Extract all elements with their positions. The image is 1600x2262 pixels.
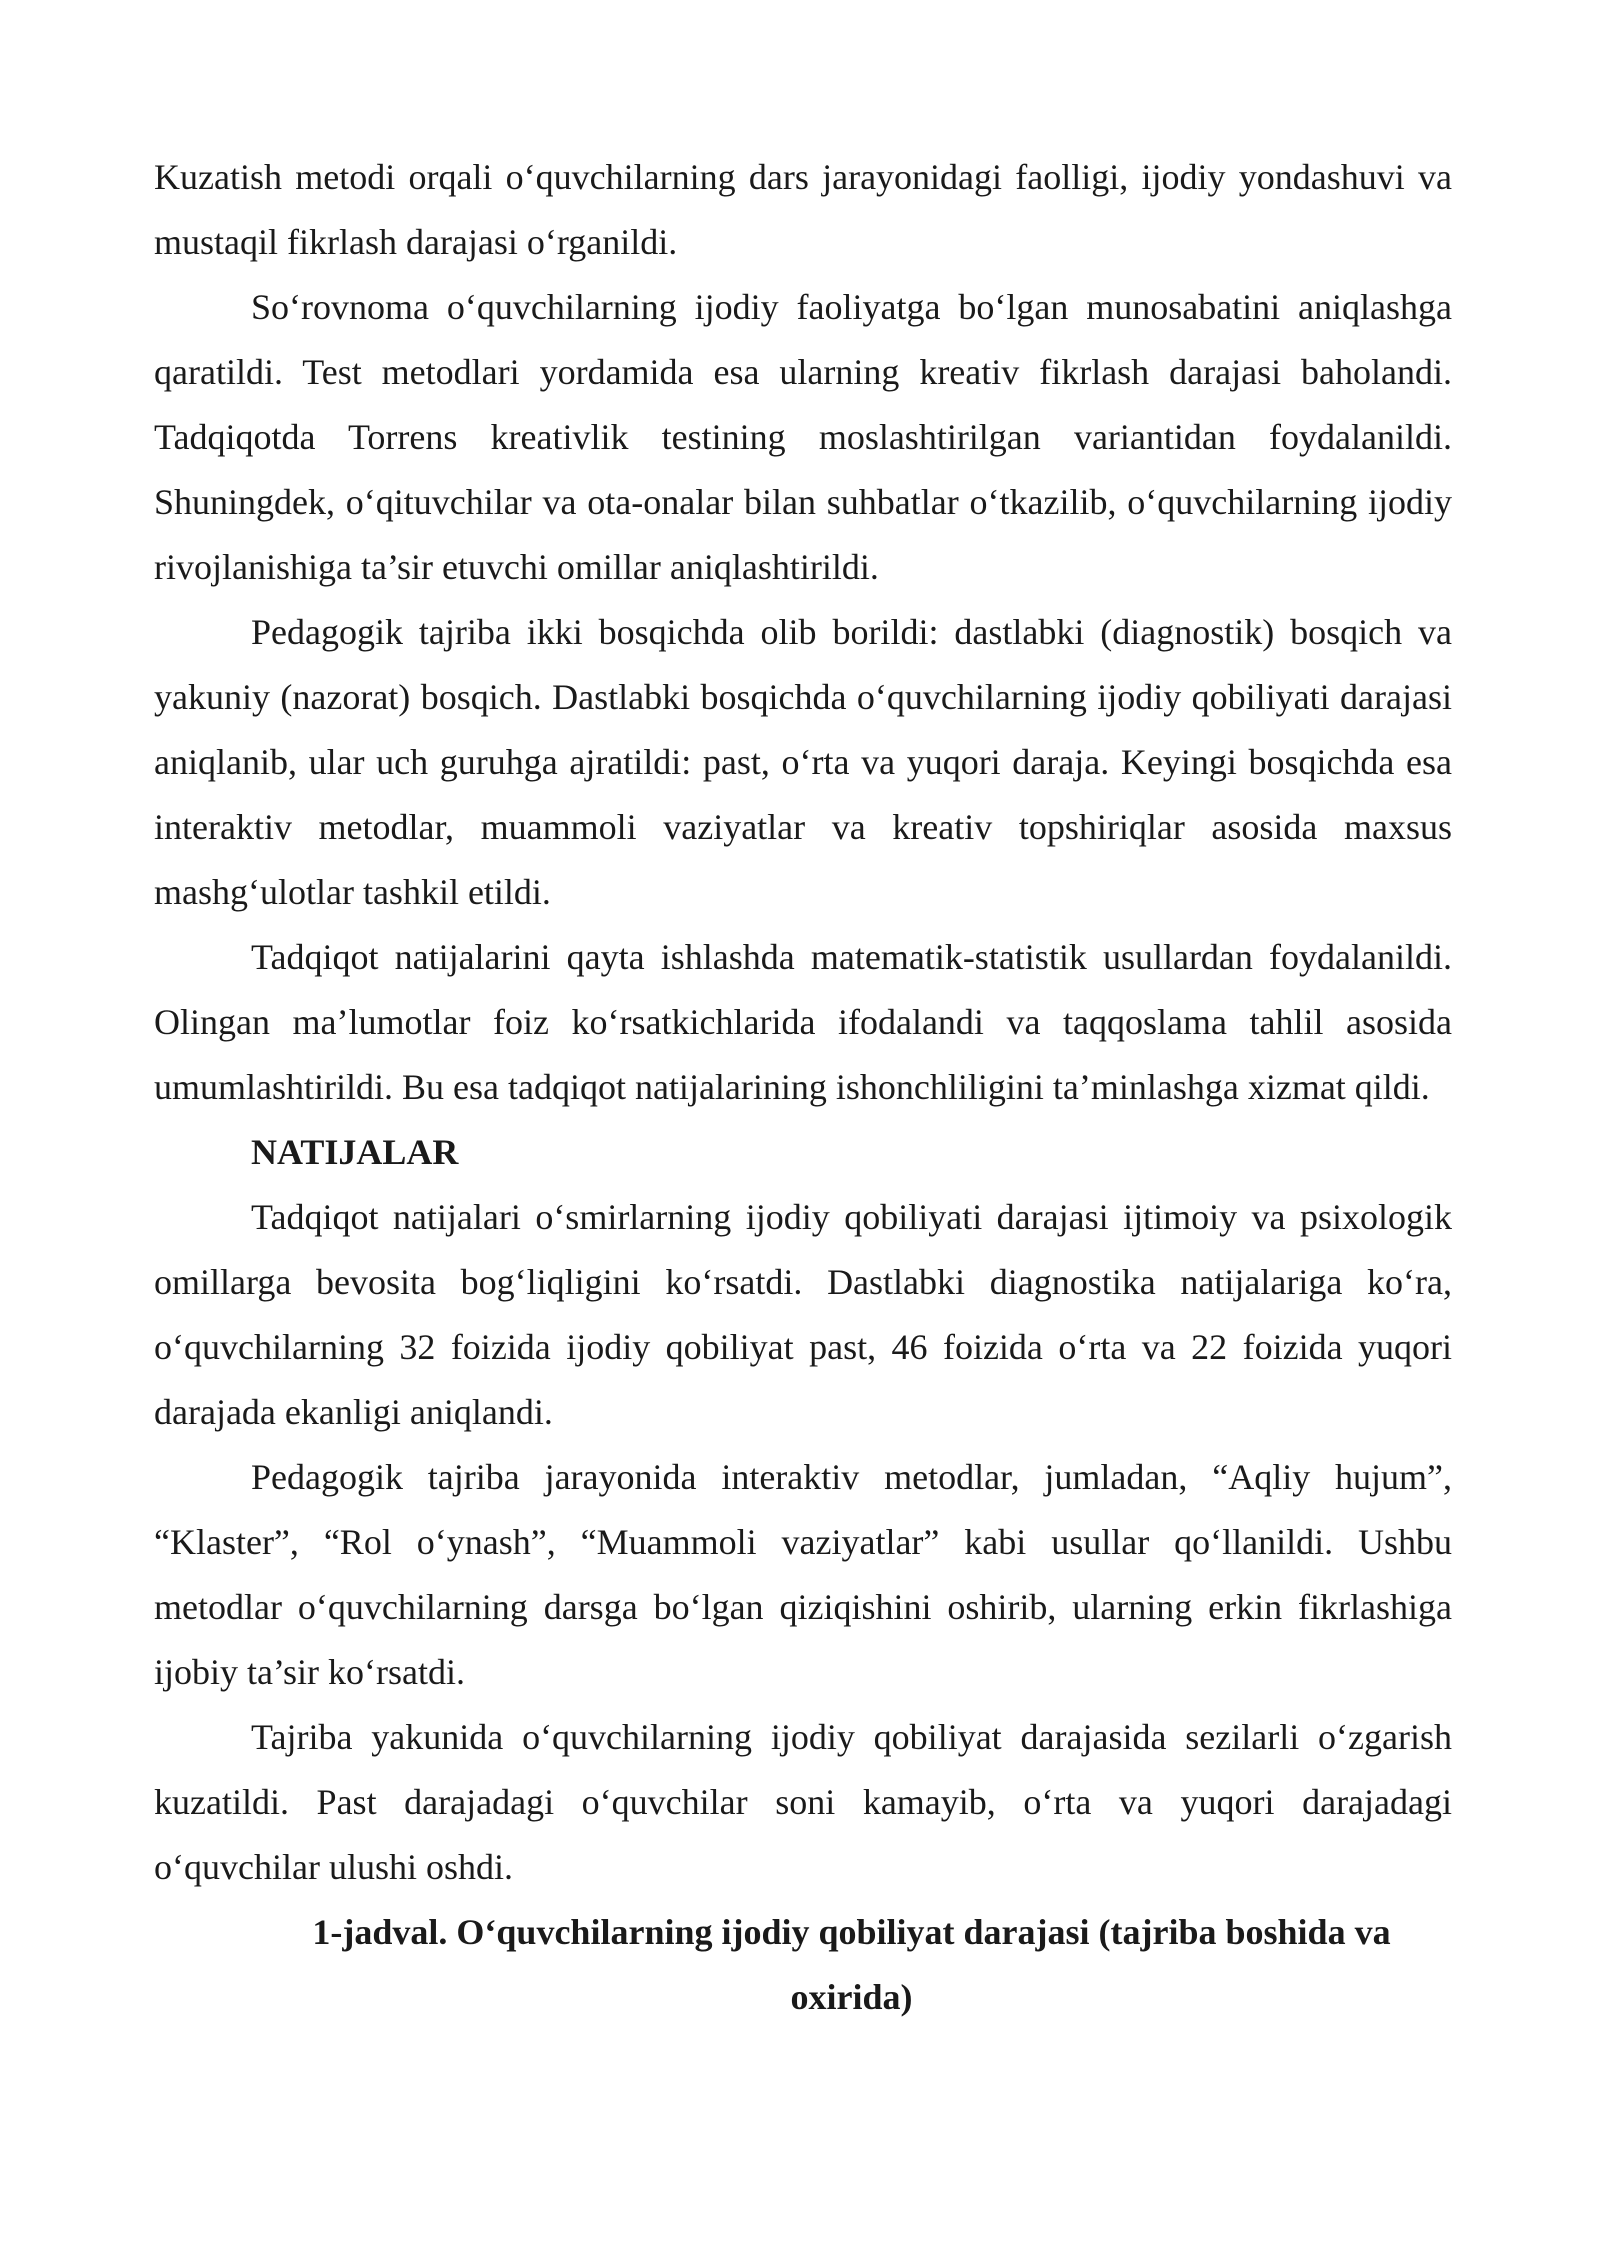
paragraph-observation-method: Kuzatish metodi orqali o‘quvchilarning dars jarayonidagi faolligi, ijodiy yondashuvi va mustaqil fikrlash darajasi o‘rganildi. [154, 157, 1452, 262]
paragraph-statistical-processing: Tadqiqot natijalarini qayta ishlashda matematik-statistik usullardan foydalanildi. Olingan ma’lumotlar foiz ko‘rsatkichlarida ifodalandi va taqqoslama tahlil asosida umumlashtirildi. Bu esa tadqiqot natijalarining ishonchliligini ta’minlashga xizmat qildi. [154, 937, 1452, 1107]
paragraph-interactive-methods: Pedagogik tajriba jarayonida interaktiv metodlar, jumladan, “Aqliy hujum”, “Klaster”, “Rol o‘ynash”, “Muammoli vaziyatlar” kabi usullar qo‘llanildi. Ushbu metodlar o‘quvchilarning darsga bo‘lgan qiziqishini oshirib, ularning erkin fikrlashiga ijobiy ta’sir ko‘rsatdi. [154, 1457, 1452, 1692]
table-caption: 1-jadval. O‘quvchilarning ijodiy qobiliyat darajasi (tajriba boshida va oxirida) [312, 1912, 1391, 2017]
paragraph-pedagogical-experiment: Pedagogik tajriba ikki bosqichda olib borildi: dastlabki (diagnostik) bosqich va yakuniy (nazorat) bosqich. Dastlabki bosqichda o‘quvchilarning ijodiy qobiliyati darajasi aniqlanib, ular uch guruhga ajratildi: past, o‘rta va yuqori daraja. Keyingi bosqichda esa interaktiv metodlar, muammoli vaziyatlar va kreativ topshiriqlar asosida maxsus mashg‘ulotlar tashkil etildi. [154, 612, 1452, 912]
paragraph-experiment-outcome: Tajriba yakunida o‘quvchilarning ijodiy qobiliyat darajasida sezilarli o‘zgarish kuzatildi. Past darajadagi o‘quvchilar soni kamayib, o‘rta va yuqori darajadagi o‘quvchilar ulushi oshdi. [154, 1717, 1452, 1887]
section-heading-results: NATIJALAR [251, 1132, 459, 1172]
paragraph-results-diagnostics: Tadqiqot natijalari o‘smirlarning ijodiy qobiliyati darajasi ijtimoiy va psixologik omillarga bevosita bog‘liqligini ko‘rsatdi. Dastlabki diagnostika natijalariga ko‘ra, o‘quvchilarning 32 foizida ijodiy qobiliyat past, 46 foizida o‘rta va 22 foizida yuqori darajada ekanligi aniqlandi. [154, 1197, 1452, 1432]
document-page [154, 145, 1452, 2030]
paragraph-survey-tests: So‘rovnoma o‘quvchilarning ijodiy faoliyatga bo‘lgan munosabatini aniqlashga qaratildi. Test metodlari yordamida esa ularning kreativ fikrlash darajasi baholandi. Tadqiqotda Torrens kreativlik testining moslashtirilgan variantidan foydalanildi. Shuningdek, o‘qituvchilar va ota-onalar bilan suhbatlar o‘tkazilib, o‘quvchilarning ijodiy rivojlanishiga ta’sir etuvchi omillar aniqlashtirildi. [154, 287, 1452, 587]
